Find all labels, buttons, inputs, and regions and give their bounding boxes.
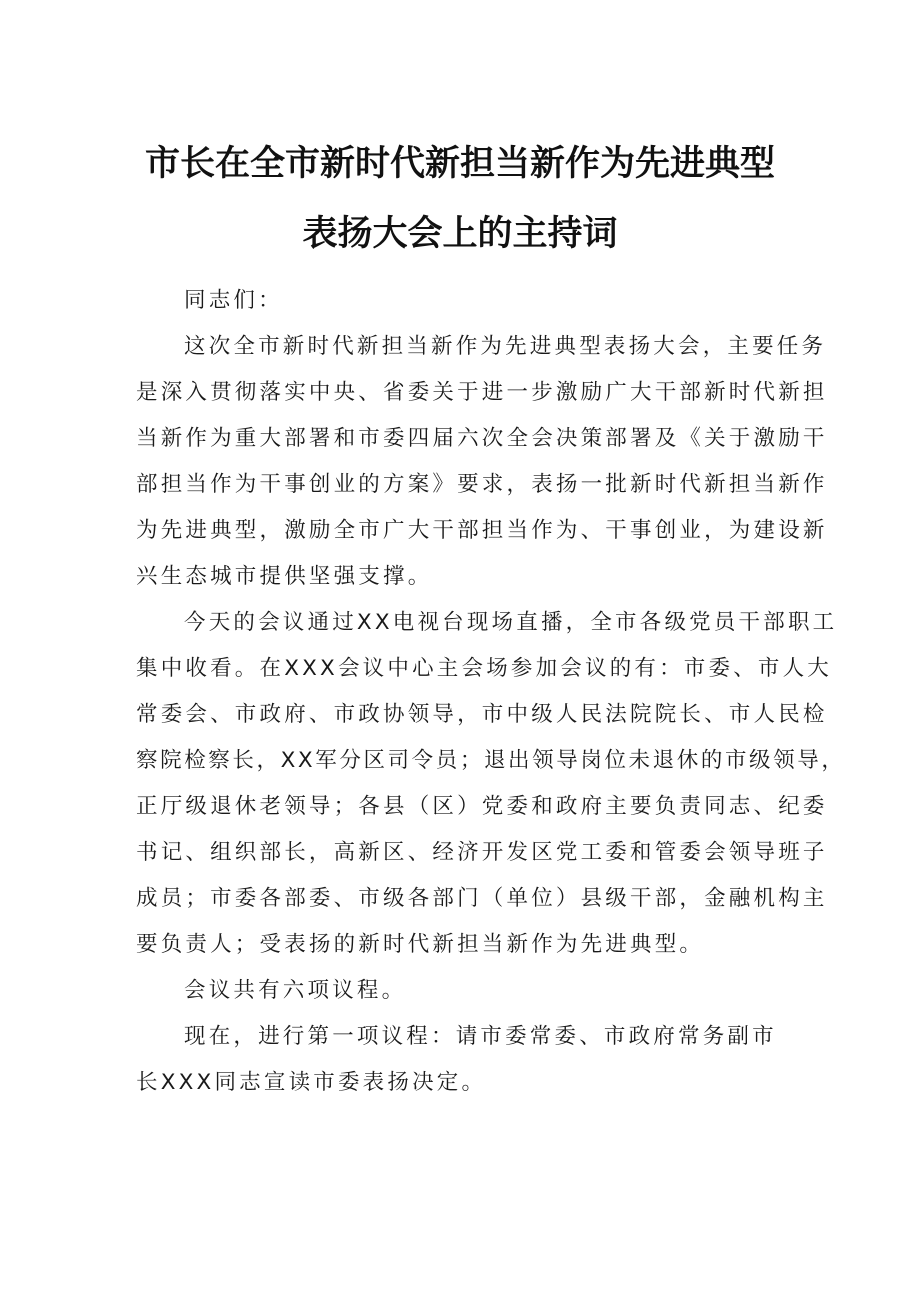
paragraph-line: 常委会、市政府、市政协领导，市中级人民法院院长、市人民检 bbox=[136, 702, 828, 727]
paragraph-1 bbox=[136, 324, 828, 600]
paragraph-line: 兴生态城市提供坚强支撑。 bbox=[136, 564, 433, 589]
document-title-line-1: 市长在全市新时代新担当新作为先进典型 bbox=[144, 144, 775, 184]
paragraph-line: 书记、组织部长，高新区、经济开发区党工委和管委会领导班子 bbox=[136, 840, 828, 865]
paragraph-line: 当新作为重大部署和市委四届六次全会决策部署及《关于激励干 bbox=[136, 426, 828, 451]
paragraph-line: 部担当作为干事创业的方案》要求，表扬一批新时代新担当新作 bbox=[136, 472, 828, 497]
paragraph-line: 集中收看。在XXX会议中心主会场参加会议的有：市委、市人大 bbox=[136, 656, 832, 681]
paragraph-line: 成员；市委各部委、市级各部门（单位）县级干部，金融机构主 bbox=[136, 886, 828, 911]
document-body bbox=[136, 278, 846, 1106]
paragraph-3: 会议共有六项议程。 bbox=[184, 978, 407, 1003]
paragraph-line: 现在，进行第一项议程：请市委常委、市政府常务副市 bbox=[184, 1024, 777, 1049]
paragraph-line: 今天的会议通过XX电视台现场直播，全市各级党员干部职工 bbox=[184, 610, 838, 635]
paragraph-line: 要负责人；受表扬的新时代新担当新作为先进典型。 bbox=[136, 932, 705, 957]
salutation: 同志们： bbox=[184, 288, 283, 313]
paragraph-line: 这次全市新时代新担当新作为先进典型表扬大会，主要任务 bbox=[184, 334, 827, 359]
paragraph-line: 是深入贯彻落实中央、省委关于进一步激励广大干部新时代新担 bbox=[136, 380, 828, 405]
paragraph-2 bbox=[136, 600, 846, 968]
paragraph-line: 察院检察长，XX军分区司令员；退出领导岗位未退休的市级领导， bbox=[136, 748, 846, 773]
paragraph-line: 正厅级退休老领导；各县（区）党委和政府主要负责同志、纪委 bbox=[136, 794, 828, 819]
paragraph-line: 长XXX同志宣读市委表扬决定。 bbox=[136, 1070, 487, 1095]
document-title-line-2: 表扬大会上的主持词 bbox=[302, 214, 618, 254]
paragraph-4 bbox=[136, 1014, 796, 1106]
paragraph-line: 为先进典型，激励全市广大干部担当作为、干事创业，为建设新 bbox=[136, 518, 828, 543]
